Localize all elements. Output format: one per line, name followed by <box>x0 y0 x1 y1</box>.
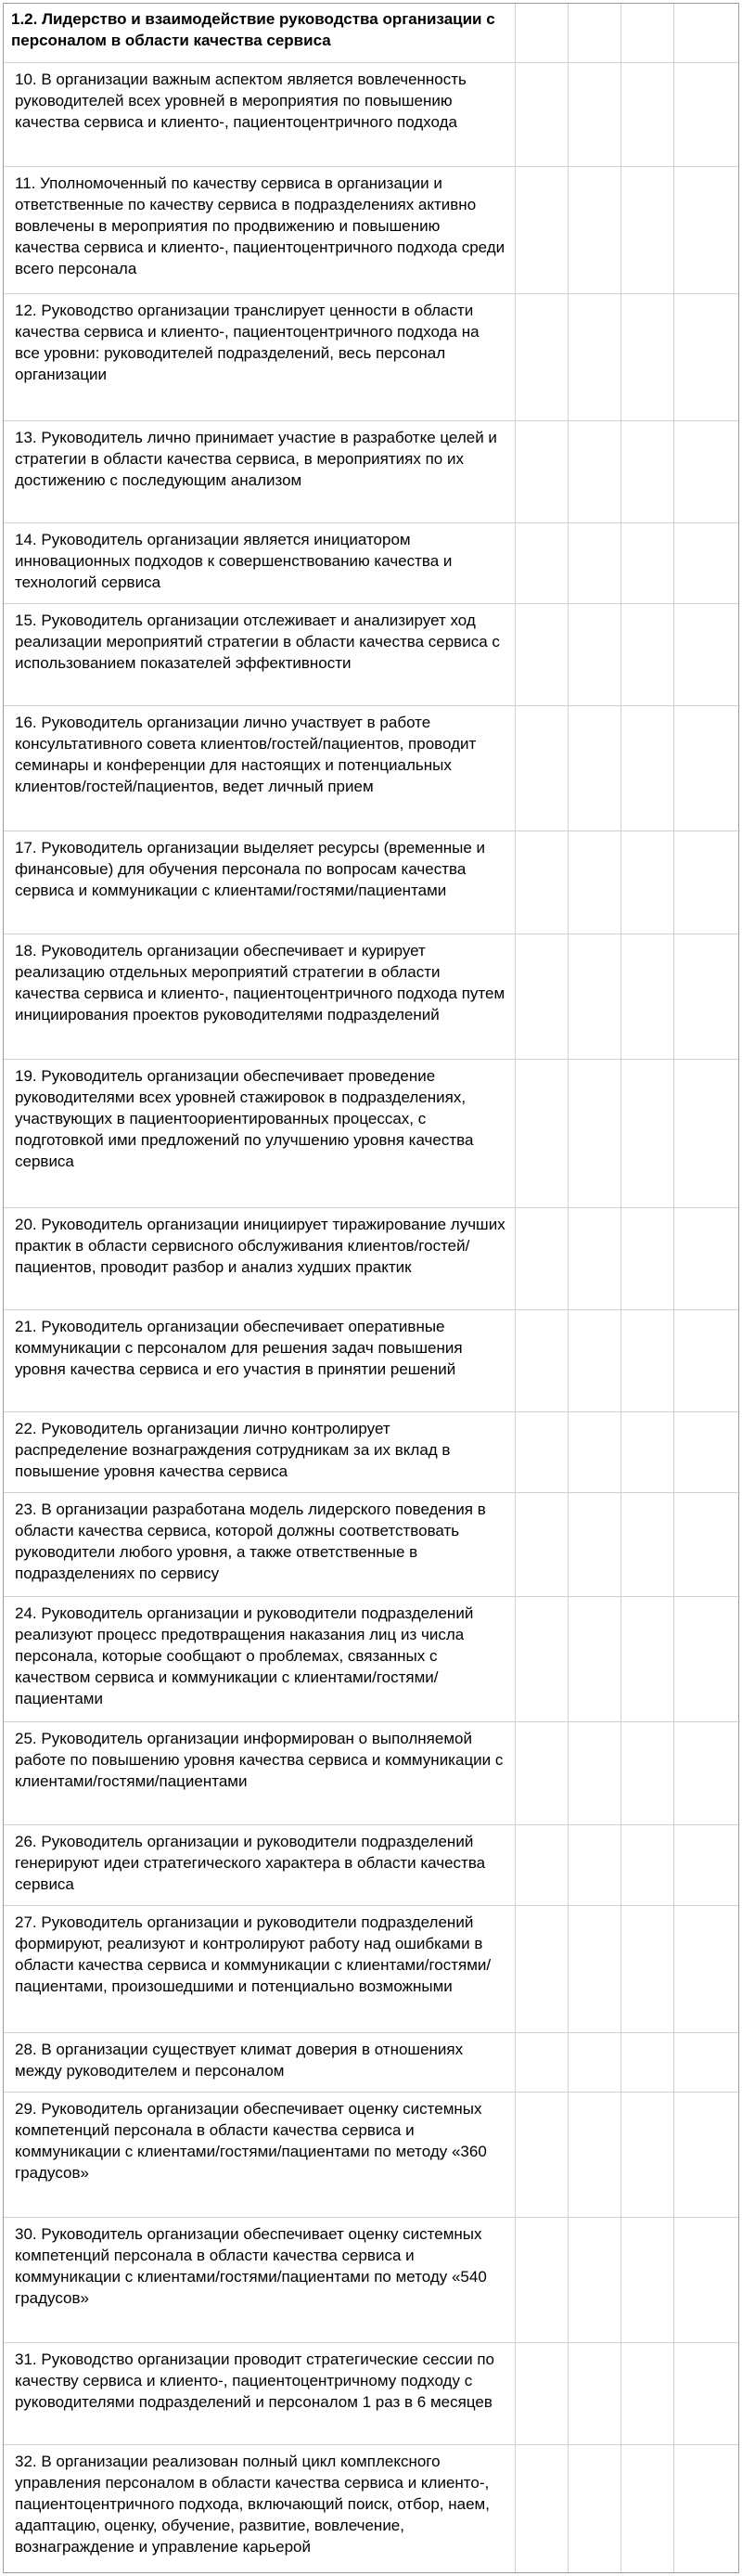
score-cell[interactable] <box>673 1722 740 1824</box>
criterion-text: 14. Руководитель организации является инициатором инновационных подходов к совершенствованию качества и технологий сервиса <box>4 523 515 604</box>
score-cell[interactable] <box>673 1059 740 1207</box>
table-row <box>4 1309 740 1411</box>
table-row <box>4 1412 740 1493</box>
score-cell[interactable] <box>620 831 673 934</box>
score-cell[interactable] <box>515 1412 568 1493</box>
score-cell[interactable] <box>620 2092 673 2217</box>
score-cell[interactable] <box>568 934 620 1059</box>
score-cell[interactable] <box>673 1597 740 1722</box>
score-cell[interactable] <box>620 166 673 293</box>
score-cell[interactable] <box>568 2032 620 2092</box>
score-cell[interactable] <box>568 2217 620 2342</box>
score-cell[interactable] <box>673 1412 740 1493</box>
score-cell[interactable] <box>620 604 673 706</box>
score-cell[interactable] <box>568 2343 620 2445</box>
score-cell[interactable] <box>673 2092 740 2217</box>
table-row <box>4 293 740 420</box>
score-cell[interactable] <box>515 62 568 166</box>
criterion-text: 23. В организации разработана модель лидерского поведения в области качества сервиса, которой должны соответствовать руководители любого уровня, а также ответственные в подразделениях по сервису <box>4 1493 515 1597</box>
score-cell[interactable] <box>515 4 568 62</box>
table-row <box>4 1722 740 1824</box>
score-cell[interactable] <box>568 604 620 706</box>
table-row <box>4 2217 740 2342</box>
score-cell[interactable] <box>673 166 740 293</box>
score-cell[interactable] <box>515 1493 568 1597</box>
table-row <box>4 62 740 166</box>
score-cell[interactable] <box>673 1905 740 2032</box>
criterion-text: 21. Руководитель организации обеспечивает оперативные коммуникации с персоналом для решения задач повышения уровня качества сервиса и его участия в принятии решений <box>4 1309 515 1411</box>
score-cell[interactable] <box>568 293 620 420</box>
score-cell[interactable] <box>568 420 620 522</box>
score-cell[interactable] <box>515 1905 568 2032</box>
table-row <box>4 2092 740 2217</box>
score-cell[interactable] <box>620 1207 673 1309</box>
table-row <box>4 2445 740 2572</box>
score-cell[interactable] <box>515 1207 568 1309</box>
score-cell[interactable] <box>515 706 568 831</box>
score-cell[interactable] <box>673 420 740 522</box>
score-cell[interactable] <box>620 2217 673 2342</box>
table-row <box>4 604 740 706</box>
table-row <box>4 2032 740 2092</box>
score-cell[interactable] <box>568 1722 620 1824</box>
assessment-table-frame <box>3 3 739 2573</box>
criterion-text: 30. Руководитель организации обеспечивает оценку системных компетенций персонала в области качества сервиса и коммуникации с клиентами/гостями/пациентами по методу «540 градусов» <box>4 2217 515 2342</box>
criterion-text: 11. Уполномоченный по качеству сервиса в организации и ответственные по качеству сервиса в подразделениях активно вовлечены в мероприятия по продвижению и повышению качества сервиса и клиенто-, пациентоцентричного подхода среди всего персонала <box>4 166 515 293</box>
score-cell[interactable] <box>673 2445 740 2572</box>
criterion-text: 24. Руководитель организации и руководители подразделений реализуют процесс предотвращения наказания лиц из числа персонала, которые сообщают о проблемах, связанных с качеством сервиса и коммуникации с клиентами/гостями/пациентами <box>4 1597 515 1722</box>
score-cell[interactable] <box>515 2343 568 2445</box>
table-row <box>4 1493 740 1597</box>
score-cell[interactable] <box>620 2343 673 2445</box>
score-cell[interactable] <box>515 1597 568 1722</box>
criterion-text: 18. Руководитель организации обеспечивает и курирует реализацию отдельных мероприятий стратегии в области качества сервиса и клиенто-, пациентоцентричного подхода путем инициирования проектов руководителями подразделений <box>4 934 515 1059</box>
score-cell[interactable] <box>515 604 568 706</box>
score-cell[interactable] <box>568 1059 620 1207</box>
score-cell[interactable] <box>620 62 673 166</box>
score-cell[interactable] <box>673 2217 740 2342</box>
score-cell[interactable] <box>673 1309 740 1411</box>
assessment-table <box>4 4 740 2572</box>
score-cell[interactable] <box>673 831 740 934</box>
criterion-text: 25. Руководитель организации информирован о выполняемой работе по повышению уровня качества сервиса и коммуникации с клиентами/гостями/пациентами <box>4 1722 515 1824</box>
table-row <box>4 1059 740 1207</box>
score-cell[interactable] <box>620 1824 673 1905</box>
table-row <box>4 2343 740 2445</box>
score-cell[interactable] <box>673 1824 740 1905</box>
score-cell[interactable] <box>620 1722 673 1824</box>
criterion-text: 28. В организации существует климат доверия в отношениях между руководителем и персоналом <box>4 2032 515 2092</box>
score-cell[interactable] <box>620 2032 673 2092</box>
score-cell[interactable] <box>620 934 673 1059</box>
score-cell[interactable] <box>568 523 620 604</box>
score-cell[interactable] <box>620 293 673 420</box>
criterion-text: 10. В организации важным аспектом является вовлеченность руководителей всех уровней в мероприятия по повышению качества сервиса и клиенто-, пациентоцентричного подхода <box>4 62 515 166</box>
score-cell[interactable] <box>620 523 673 604</box>
criterion-text: 15. Руководитель организации отслеживает и анализирует ход реализации мероприятий стратегии в области качества сервиса с использованием показателей эффективности <box>4 604 515 706</box>
score-cell[interactable] <box>568 1493 620 1597</box>
score-cell[interactable] <box>568 1309 620 1411</box>
criterion-text: 13. Руководитель лично принимает участие в разработке целей и стратегии в области качества сервиса, в мероприятиях по их достижению с последующим анализом <box>4 420 515 522</box>
score-cell[interactable] <box>620 1059 673 1207</box>
criterion-text: 27. Руководитель организации и руководители подразделений формируют, реализуют и контролируют работу над ошибками в области качества сервиса и коммуникации с клиентами/гостями/пациентами, произошедшими и потенциально возможными <box>4 1905 515 2032</box>
criterion-text: 31. Руководство организации проводит стратегические сессии по качеству сервиса и клиенто-, пациентоцентричному подходу с руководителями подразделений и персоналом 1 раз в 6 месяцев <box>4 2343 515 2445</box>
score-cell[interactable] <box>620 1905 673 2032</box>
section-title: 1.2. Лидерство и взаимодействие руководства организации с персоналом в области качества сервиса <box>4 4 515 62</box>
score-cell[interactable] <box>673 2032 740 2092</box>
table-row <box>4 1597 740 1722</box>
criterion-text: 22. Руководитель организации лично контролирует распределение вознаграждения сотрудникам за их вклад в повышение уровня качества сервиса <box>4 1412 515 1493</box>
score-cell[interactable] <box>568 831 620 934</box>
section-header-row <box>4 4 740 62</box>
table-row <box>4 523 740 604</box>
criterion-text: 32. В организации реализован полный цикл комплексного управления персоналом в области качества сервиса и клиенто-, пациентоцентричного подхода, включающий поиск, отбор, наем, адаптацию, оценку, обучение, развитие, вовлечение, вознаграждение и управление карьерой <box>4 2445 515 2572</box>
table-row <box>4 831 740 934</box>
table-row <box>4 934 740 1059</box>
score-cell[interactable] <box>673 934 740 1059</box>
score-cell[interactable] <box>673 706 740 831</box>
score-cell[interactable] <box>673 523 740 604</box>
score-cell[interactable] <box>673 293 740 420</box>
score-cell[interactable] <box>515 2217 568 2342</box>
score-cell[interactable] <box>568 62 620 166</box>
score-cell[interactable] <box>515 166 568 293</box>
criterion-text: 16. Руководитель организации лично участвует в работе консультативного совета клиентов/гостей/пациентов, проводит семинары и конференции для настоящих и потенциальных клиентов/гостей/пациентов, ведет личный прием <box>4 706 515 831</box>
score-cell[interactable] <box>568 1207 620 1309</box>
criterion-text: 19. Руководитель организации обеспечивает проведение руководителями всех уровней стажировок в подразделениях, участвующих в пациентоориентированных процессах, с подготовкой ими предложений по улучшению уровня качества сервиса <box>4 1059 515 1207</box>
score-cell[interactable] <box>568 2092 620 2217</box>
score-cell[interactable] <box>673 2343 740 2445</box>
table-row <box>4 1824 740 1905</box>
score-cell[interactable] <box>673 4 740 62</box>
table-row <box>4 420 740 522</box>
table-row <box>4 166 740 293</box>
score-cell[interactable] <box>568 1824 620 1905</box>
criterion-text: 29. Руководитель организации обеспечивает оценку системных компетенций персонала в области качества сервиса и коммуникации с клиентами/гостями/пациентами по методу «360 градусов» <box>4 2092 515 2217</box>
criterion-text: 12. Руководство организации транслирует ценности в области качества сервиса и клиенто-, пациентоцентричного подхода на все уровни: руководителей подразделений, весь персонал организации <box>4 293 515 420</box>
score-cell[interactable] <box>568 1905 620 2032</box>
score-cell[interactable] <box>620 1597 673 1722</box>
score-cell[interactable] <box>620 1493 673 1597</box>
score-cell[interactable] <box>515 2445 568 2572</box>
score-cell[interactable] <box>568 1412 620 1493</box>
score-cell[interactable] <box>515 293 568 420</box>
score-cell[interactable] <box>515 1722 568 1824</box>
score-cell[interactable] <box>620 420 673 522</box>
score-cell[interactable] <box>620 1412 673 1493</box>
score-cell[interactable] <box>515 934 568 1059</box>
score-cell[interactable] <box>515 1309 568 1411</box>
criterion-text: 26. Руководитель организации и руководители подразделений генерируют идеи стратегического характера в области качества сервиса <box>4 1824 515 1905</box>
score-cell[interactable] <box>568 4 620 62</box>
score-cell[interactable] <box>568 2445 620 2572</box>
score-cell[interactable] <box>620 1309 673 1411</box>
score-cell[interactable] <box>673 604 740 706</box>
criterion-text: 20. Руководитель организации инициирует тиражирование лучших практик в области сервисного обслуживания клиентов/гостей/пациентов, проводит разбор и анализ худших практик <box>4 1207 515 1309</box>
table-row <box>4 1207 740 1309</box>
score-cell[interactable] <box>673 62 740 166</box>
score-cell[interactable] <box>515 1059 568 1207</box>
score-cell[interactable] <box>515 2032 568 2092</box>
table-row <box>4 1905 740 2032</box>
score-cell[interactable] <box>515 523 568 604</box>
score-cell[interactable] <box>568 1597 620 1722</box>
score-cell[interactable] <box>568 166 620 293</box>
score-cell[interactable] <box>620 4 673 62</box>
score-cell[interactable] <box>620 2445 673 2572</box>
score-cell[interactable] <box>673 1207 740 1309</box>
score-cell[interactable] <box>568 706 620 831</box>
criterion-text: 17. Руководитель организации выделяет ресурсы (временные и финансовые) для обучения персонала по вопросам качества сервиса и коммуникации с клиентами/гостями/пациентами <box>4 831 515 934</box>
table-row <box>4 706 740 831</box>
score-cell[interactable] <box>515 2092 568 2217</box>
score-cell[interactable] <box>515 831 568 934</box>
score-cell[interactable] <box>515 420 568 522</box>
score-cell[interactable] <box>673 1493 740 1597</box>
score-cell[interactable] <box>620 706 673 831</box>
score-cell[interactable] <box>515 1824 568 1905</box>
